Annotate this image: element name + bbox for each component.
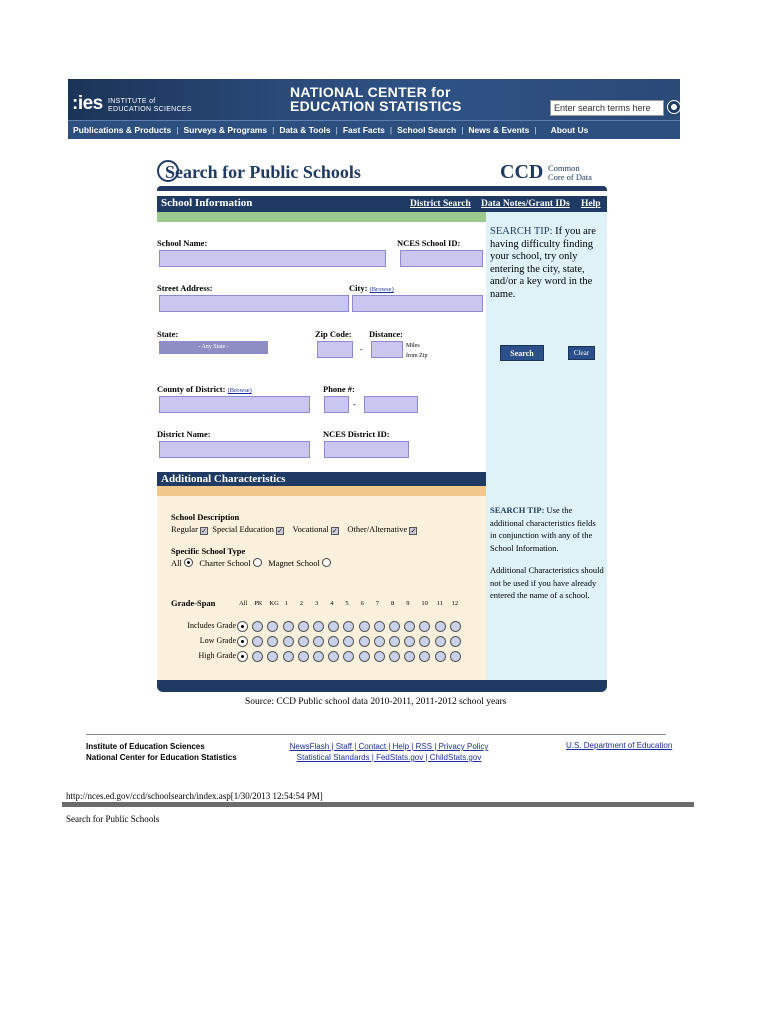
type-magnet-radio[interactable] xyxy=(322,558,331,567)
search-button[interactable]: Search xyxy=(500,345,544,361)
nav-fast-facts[interactable]: Fast Facts xyxy=(342,125,385,135)
logo-sub-line2: EDUCATION SCIENCES xyxy=(108,106,192,113)
footer-links xyxy=(283,741,495,763)
city-field[interactable] xyxy=(352,295,483,312)
grade-row-label: Low Grade xyxy=(199,636,236,645)
grade-span-label: Grade-Span xyxy=(171,598,216,608)
grade-radio-11[interactable] xyxy=(435,636,446,647)
nav-separator: | xyxy=(272,125,275,135)
desc-other-label: Other/Alternative xyxy=(347,524,408,534)
grade-radio-pk[interactable] xyxy=(252,636,263,647)
school-description-label: School Description xyxy=(171,512,240,522)
desc-regular-checkbox[interactable]: ✓ xyxy=(201,527,207,535)
grade-radio-pk[interactable] xyxy=(252,651,263,662)
grade-radio-12[interactable] xyxy=(450,621,461,632)
ccd-sub-line1: Common xyxy=(548,163,580,173)
data-notes-link[interactable]: Data Notes/Grant IDs xyxy=(481,199,570,209)
grade-radio-all[interactable] xyxy=(237,621,248,632)
nav-surveys[interactable]: Surveys & Programs xyxy=(183,125,268,135)
grade-radio-pk[interactable] xyxy=(252,621,263,632)
grade-radio-4[interactable] xyxy=(328,651,339,662)
nces-school-id-label: NCES School ID: xyxy=(397,238,461,248)
type-options xyxy=(171,558,331,568)
nav-news-events[interactable]: News & Events xyxy=(468,125,530,135)
additional-characteristics-form xyxy=(157,496,486,680)
nces-school-id-field[interactable] xyxy=(400,250,483,267)
phone-label: Phone #: xyxy=(323,384,355,394)
grade-radio-10[interactable] xyxy=(419,621,430,632)
nces-title[interactable] xyxy=(290,85,462,113)
specific-type-label: Specific School Type xyxy=(171,546,246,556)
grade-header-3: 3 xyxy=(315,600,319,607)
zip-label: Zip Code: xyxy=(315,329,352,339)
county-browse-link[interactable]: (Browse) xyxy=(227,387,252,394)
footer-rule xyxy=(86,734,666,735)
grade-radio-7[interactable] xyxy=(374,621,385,632)
grade-header-all: All xyxy=(239,600,248,607)
county-label-text: County of District: xyxy=(157,384,226,394)
grade-radio-4[interactable] xyxy=(328,621,339,632)
miles-text xyxy=(406,343,428,360)
nav-publications[interactable]: Publications & Products xyxy=(73,125,172,135)
page-divider xyxy=(62,802,694,807)
grade-radio-5[interactable] xyxy=(343,651,354,662)
footer-links-row1[interactable]: NewsFlash | Staff | Contact | Help | RSS | Privacy Policy xyxy=(289,742,489,751)
nav-about-us[interactable]: About Us xyxy=(550,125,589,135)
school-search-panel xyxy=(157,158,607,692)
phone-area-field[interactable] xyxy=(324,396,349,413)
nav-separator: | xyxy=(389,125,393,135)
grade-radio-1[interactable] xyxy=(283,651,294,662)
ccd-logo: CCD xyxy=(500,161,544,183)
nav-separator: | xyxy=(335,125,338,135)
grade-radio-9[interactable] xyxy=(404,636,415,647)
grade-radio-2[interactable] xyxy=(298,651,309,662)
grade-header-11: 11 xyxy=(436,600,443,607)
school-name-field[interactable] xyxy=(159,250,386,267)
zip-dash: - xyxy=(360,344,363,354)
tip2-lead: SEARCH TIP: xyxy=(490,505,545,515)
street-address-field[interactable] xyxy=(159,295,349,312)
grade-radio-all[interactable] xyxy=(237,636,248,647)
footer-dept-link[interactable]: U.S. Department of Education xyxy=(566,741,673,750)
county-field[interactable] xyxy=(159,396,310,413)
grade-radio-10[interactable] xyxy=(419,636,430,647)
type-all-radio[interactable] xyxy=(184,558,193,567)
grade-radio-5[interactable] xyxy=(343,621,354,632)
grade-radio-12[interactable] xyxy=(450,651,461,662)
grade-radio-12[interactable] xyxy=(450,636,461,647)
grade-header-8: 8 xyxy=(391,600,395,607)
source-note: Source: CCD Public school data 2010-2011, 2011-2012 school years xyxy=(245,697,507,707)
type-charter-label: Charter School xyxy=(199,558,251,568)
grade-radio-7[interactable] xyxy=(374,651,385,662)
grade-header-kg: KG xyxy=(269,600,279,607)
city-browse-link[interactable]: (Browse) xyxy=(369,286,394,293)
street-address-label: Street Address: xyxy=(157,283,213,293)
desc-special-ed-label: Special Education xyxy=(212,524,274,534)
orange-strip xyxy=(157,486,486,496)
footer-links-row2[interactable]: Statistical Standards | FedStats.gov | ChildStats.gov xyxy=(296,753,482,762)
county-label xyxy=(157,384,252,394)
ccd-logo-subtitle xyxy=(548,164,592,182)
grade-radio-3[interactable] xyxy=(313,651,324,662)
grade-radio-8[interactable] xyxy=(389,621,400,632)
grade-row-label: Includes Grade xyxy=(187,621,236,630)
grade-radio-all[interactable] xyxy=(237,651,248,662)
grade-header-4: 4 xyxy=(330,600,334,607)
nav-data-tools[interactable]: Data & Tools xyxy=(279,125,331,135)
tip2-text2: Additional Characteristics should not be used if you have already entered the name of a school. xyxy=(490,565,604,600)
grade-radio-6[interactable] xyxy=(359,636,370,647)
page-title-text: Search for Public Schools xyxy=(165,162,361,182)
type-all-label: All xyxy=(171,558,182,568)
search-go-icon[interactable] xyxy=(668,101,680,113)
grade-radio-1[interactable] xyxy=(283,621,294,632)
school-info-form xyxy=(157,222,486,472)
ccd-sub-line2: Core of Data xyxy=(548,172,592,182)
grade-radio-5[interactable] xyxy=(343,636,354,647)
ies-logo-subtitle xyxy=(108,98,192,114)
nav-separator: | xyxy=(461,125,464,135)
nces-district-id-label: NCES District ID: xyxy=(323,429,390,439)
grade-radio-3[interactable] xyxy=(313,636,324,647)
grade-header-1: 1 xyxy=(284,600,288,607)
grade-radio-9[interactable] xyxy=(404,621,415,632)
section-title: School Information xyxy=(161,197,253,209)
grade-radio-10[interactable] xyxy=(419,651,430,662)
nav-separator: | xyxy=(176,125,179,135)
grade-header-6: 6 xyxy=(360,600,364,607)
miles-line1: Miles xyxy=(406,343,420,349)
miles-line2: from Zip xyxy=(406,353,428,359)
grade-header-10: 10 xyxy=(421,600,428,607)
top-rule xyxy=(157,186,607,191)
phone-dash: - xyxy=(353,399,356,409)
tip-text: If you are having difficulty finding your school, try only entering the city, state, and/or a key word in the name. xyxy=(490,226,596,300)
nces-district-id-field[interactable] xyxy=(324,441,409,458)
grade-radio-8[interactable] xyxy=(389,636,400,647)
tips-column xyxy=(486,212,607,680)
grade-header-5: 5 xyxy=(345,600,349,607)
grade-header-12: 12 xyxy=(451,600,459,607)
type-magnet-label: Magnet School xyxy=(268,558,320,568)
grade-radio-7[interactable] xyxy=(374,636,385,647)
district-search-link[interactable]: District Search xyxy=(410,199,471,209)
grade-radio-4[interactable] xyxy=(328,636,339,647)
grade-header-pk: PK xyxy=(254,600,263,607)
district-name-label: District Name: xyxy=(157,429,211,439)
nces-title-line1: NATIONAL CENTER for xyxy=(290,84,451,100)
nav-separator: | xyxy=(534,125,537,135)
grade-header-7: 7 xyxy=(375,600,380,607)
grade-radio-2[interactable] xyxy=(298,621,309,632)
city-label xyxy=(349,283,394,293)
green-strip xyxy=(157,212,486,222)
search-tip-1 xyxy=(490,226,604,301)
grade-radio-6[interactable] xyxy=(359,651,370,662)
distance-field[interactable] xyxy=(371,341,403,358)
grade-radio-8[interactable] xyxy=(389,651,400,662)
type-charter-radio[interactable] xyxy=(253,558,262,567)
distance-label: Distance: xyxy=(369,329,403,339)
grade-radio-9[interactable] xyxy=(404,651,415,662)
grade-row-label: High Grade xyxy=(198,651,236,660)
grade-header-2: 2 xyxy=(299,600,304,607)
page-title xyxy=(157,160,361,183)
tip-lead: SEARCH TIP: xyxy=(490,226,553,237)
desc-other-checkbox[interactable]: ✓ xyxy=(410,527,417,535)
desc-vocational-label: Vocational xyxy=(292,524,329,534)
site-search-input[interactable]: Enter search terms here xyxy=(550,100,664,116)
grade-radio-kg[interactable] xyxy=(267,621,278,632)
grade-header-9: 9 xyxy=(406,600,410,607)
nces-title-line2: EDUCATION STATISTICS xyxy=(290,98,462,114)
school-name-label: School Name: xyxy=(157,238,208,248)
grade-radio-6[interactable] xyxy=(359,621,370,632)
zip-field[interactable] xyxy=(317,341,353,358)
grade-radio-3[interactable] xyxy=(313,621,324,632)
phone-number-field[interactable] xyxy=(364,396,418,413)
description-options xyxy=(171,524,417,535)
school-information-header xyxy=(157,196,607,212)
footer-nces[interactable]: National Center for Education Statistics xyxy=(86,753,237,762)
grade-radio-2[interactable] xyxy=(298,636,309,647)
search-tip-2 xyxy=(490,504,604,602)
desc-special-ed-checkbox[interactable]: ✓ xyxy=(277,527,283,535)
print-url: http://nces.ed.gov/ccd/schoolsearch/index.asp[1/30/2013 12:54:54 PM] xyxy=(66,791,323,801)
state-label: State: xyxy=(157,329,179,339)
grade-radio-kg[interactable] xyxy=(267,651,278,662)
grade-radio-11[interactable] xyxy=(435,651,446,662)
footer-orgs xyxy=(86,741,237,763)
clear-button[interactable]: Clear xyxy=(568,346,595,360)
district-name-field[interactable] xyxy=(159,441,310,458)
additional-characteristics-header: Additional Characteristics xyxy=(157,472,486,486)
desc-regular-label: Regular xyxy=(171,524,198,534)
state-select[interactable]: - Any State - xyxy=(159,341,268,354)
ies-logo[interactable]: :ies xyxy=(72,93,103,114)
desc-vocational-checkbox[interactable]: ✓ xyxy=(331,527,338,535)
nav-school-search[interactable]: School Search xyxy=(397,125,457,135)
logo-sub-line1: INSTITUTE of xyxy=(108,98,156,105)
main-nav xyxy=(68,120,680,139)
print-page-name: Search for Public Schools xyxy=(66,814,160,824)
bottom-rule xyxy=(157,680,607,692)
footer-ies[interactable]: Institute of Education Sciences xyxy=(86,742,205,751)
help-link[interactable]: Help xyxy=(581,199,601,209)
grade-radio-kg[interactable] xyxy=(267,636,278,647)
tip2-text: Use the additional characteristics fields in conjunction with any of the School Information. xyxy=(490,505,596,553)
grade-radio-1[interactable] xyxy=(283,636,294,647)
site-header xyxy=(68,79,680,139)
city-label-text: City: xyxy=(349,283,368,293)
grade-radio-11[interactable] xyxy=(435,621,446,632)
